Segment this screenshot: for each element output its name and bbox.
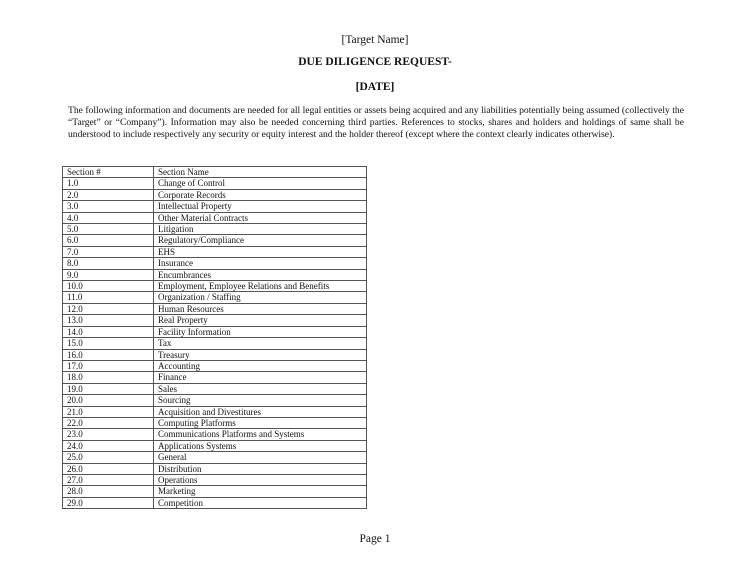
section-name-cell: General: [154, 452, 367, 463]
table-row: [63, 360, 367, 371]
section-number-cell: 18.0: [63, 372, 154, 383]
section-name-cell: Computing Platforms: [154, 417, 367, 428]
document-title: DUE DILIGENCE REQUEST-: [298, 56, 452, 68]
section-name-cell: Organization / Staffing: [154, 292, 367, 303]
table-row: [63, 235, 367, 246]
section-number-cell: 25.0: [63, 452, 154, 463]
section-name-cell: Marketing: [154, 486, 367, 497]
table-header-row: [63, 167, 367, 178]
section-name-cell: Accounting: [154, 360, 367, 371]
section-name-cell: Intellectual Property: [154, 201, 367, 212]
table-row: [63, 201, 367, 212]
section-name-cell: Sales: [154, 383, 367, 394]
section-name-cell: Encumbrances: [154, 269, 367, 280]
document-date: [DATE]: [355, 81, 395, 93]
section-name-cell: Applications Systems: [154, 440, 367, 451]
section-name-cell: Other Material Contracts: [154, 212, 367, 223]
table-row: [63, 349, 367, 360]
table-row: [63, 178, 367, 189]
section-number-cell: 22.0: [63, 417, 154, 428]
section-name-cell: Communications Platforms and Systems: [154, 429, 367, 440]
section-name-cell: Operations: [154, 474, 367, 485]
section-name-cell: Competition: [154, 497, 367, 508]
section-number-cell: 13.0: [63, 315, 154, 326]
table-row: [63, 417, 367, 428]
table-row: [63, 269, 367, 280]
table-row: [63, 212, 367, 223]
section-number-cell: 28.0: [63, 486, 154, 497]
section-number-cell: 5.0: [63, 224, 154, 235]
section-number-cell: 26.0: [63, 463, 154, 474]
section-number-cell: 11.0: [63, 292, 154, 303]
table-row: [63, 486, 367, 497]
table-row: [63, 452, 367, 463]
table-row: [63, 258, 367, 269]
table-row: [63, 292, 367, 303]
section-name-cell: Human Resources: [154, 303, 367, 314]
table-row: [63, 326, 367, 337]
table-row: [63, 497, 367, 508]
section-number-cell: 24.0: [63, 440, 154, 451]
table-row: [63, 315, 367, 326]
table-row: [63, 406, 367, 417]
column-header-section-name: Section Name: [154, 167, 367, 178]
section-number-cell: 27.0: [63, 474, 154, 485]
table-row: [63, 281, 367, 292]
section-name-cell: Sourcing: [154, 395, 367, 406]
section-number-cell: 21.0: [63, 406, 154, 417]
section-number-cell: 3.0: [63, 201, 154, 212]
section-name-cell: Acquisition and Divestitures: [154, 406, 367, 417]
section-number-cell: 19.0: [63, 383, 154, 394]
sections-table: [62, 166, 367, 509]
target-name: [Target Name]: [341, 34, 409, 46]
section-number-cell: 10.0: [63, 281, 154, 292]
table-row: [63, 474, 367, 485]
section-number-cell: 14.0: [63, 326, 154, 337]
section-number-cell: 7.0: [63, 246, 154, 257]
table-row: [63, 440, 367, 451]
section-name-cell: Real Property: [154, 315, 367, 326]
section-number-cell: 9.0: [63, 269, 154, 280]
section-name-cell: Regulatory/Compliance: [154, 235, 367, 246]
section-number-cell: 6.0: [63, 235, 154, 246]
section-number-cell: 12.0: [63, 303, 154, 314]
section-name-cell: Change of Control: [154, 178, 367, 189]
table-row: [63, 372, 367, 383]
section-name-cell: Employment, Employee Relations and Benefits: [154, 281, 367, 292]
table-row: [63, 303, 367, 314]
section-name-cell: Facility Information: [154, 326, 367, 337]
section-number-cell: 16.0: [63, 349, 154, 360]
section-number-cell: 20.0: [63, 395, 154, 406]
table-row: [63, 189, 367, 200]
section-name-cell: Tax: [154, 338, 367, 349]
section-number-cell: 8.0: [63, 258, 154, 269]
section-name-cell: Corporate Records: [154, 189, 367, 200]
table-row: [63, 383, 367, 394]
sections-table-body: [63, 167, 367, 509]
table-row: [63, 463, 367, 474]
section-number-cell: 23.0: [63, 429, 154, 440]
section-number-cell: 1.0: [63, 178, 154, 189]
table-row: [63, 395, 367, 406]
intro-paragraph: The following information and documents are needed for all legal entities or assets being acquired and any liabilities potentially being assumed (collectively the “Target” or “Company”). Information may also be needed concerning third parties. References to stocks, shares and holders and holdings of same shall be understood to include respectively any security or equity interest and the holder thereof (except where the context clearly indicates otherwise).: [68, 105, 684, 140]
section-number-cell: 4.0: [63, 212, 154, 223]
table-row: [63, 429, 367, 440]
page-number: Page 1: [359, 533, 391, 545]
section-name-cell: Distribution: [154, 463, 367, 474]
section-number-cell: 2.0: [63, 189, 154, 200]
section-name-cell: Insurance: [154, 258, 367, 269]
table-row: [63, 246, 367, 257]
table-row: [63, 338, 367, 349]
section-name-cell: Litigation: [154, 224, 367, 235]
section-number-cell: 15.0: [63, 338, 154, 349]
table-row: [63, 224, 367, 235]
section-number-cell: 29.0: [63, 497, 154, 508]
section-name-cell: EHS: [154, 246, 367, 257]
section-name-cell: Treasury: [154, 349, 367, 360]
section-number-cell: 17.0: [63, 360, 154, 371]
section-name-cell: Finance: [154, 372, 367, 383]
column-header-section-number: Section #: [63, 167, 154, 178]
